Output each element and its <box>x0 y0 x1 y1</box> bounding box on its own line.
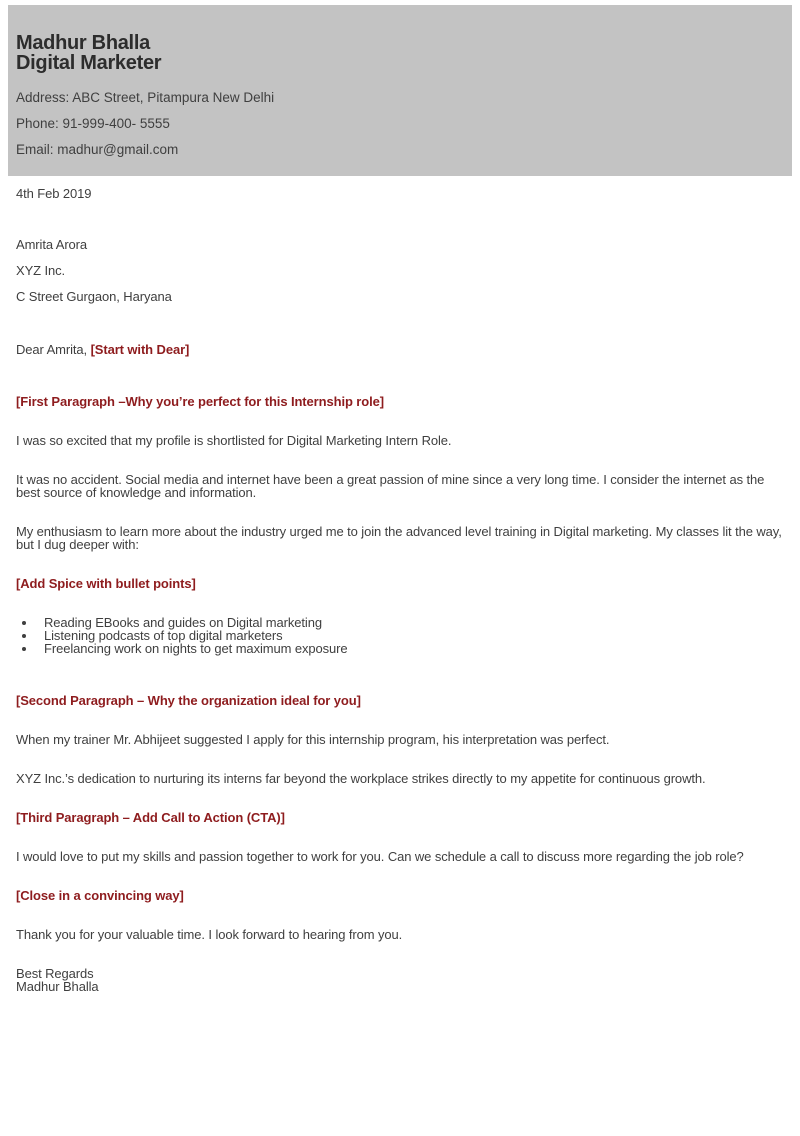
cover-letter-body <box>0 176 800 993</box>
signature-name: Madhur Bhalla <box>16 979 99 994</box>
hint-start-with-dear: [Start with Dear] <box>90 342 190 357</box>
bullet-item: • Reading EBooks and guides on Digital marketing <box>37 616 784 629</box>
paragraph-dedication: XYZ Inc.’s dedication to nurturing its interns far beyond the workplace strikes directly to my appetite for continuous growth. <box>16 771 706 786</box>
letterhead <box>8 5 792 176</box>
email-line: Email: madhur@gmail.com <box>16 142 179 157</box>
candidate-title: Digital Marketer <box>16 52 162 74</box>
paragraph-cta: I would love to put my skills and passion together to work for you. Can we schedule a call to discuss more regarding the job role? <box>16 849 744 864</box>
salutation-line <box>16 343 784 356</box>
signoff-text: Best Regards <box>16 966 94 981</box>
address-line: Address: ABC Street, Pitampura New Delhi <box>16 90 275 105</box>
candidate-heading <box>16 33 776 73</box>
paragraph-thanks: Thank you for your valuable time. I look forward to hearing from you. <box>16 927 403 942</box>
candidate-name: Madhur Bhalla <box>16 32 150 54</box>
hint-bullet-points: [Add Spice with bullet points] <box>16 576 196 591</box>
hint-second-paragraph: [Second Paragraph – Why the organization ideal for you] <box>16 693 361 708</box>
contact-block <box>16 91 776 157</box>
bullet-item: • Listening podcasts of top digital marketers <box>37 629 784 642</box>
hint-first-paragraph: [First Paragraph –Why you’re perfect for this Internship role] <box>16 394 384 409</box>
hint-third-paragraph: [Third Paragraph – Add Call to Action (CTA)] <box>16 810 285 825</box>
signature-block <box>16 967 784 993</box>
paragraph-no-accident: It was no accident. Social media and internet have been a great passion of mine since a very long time. I consider the internet as the best source of knowledge and information. <box>16 472 765 500</box>
bullet-list <box>16 616 784 655</box>
salutation-text: Dear Amrita, <box>16 342 91 357</box>
recipient-company: XYZ Inc. <box>16 263 66 278</box>
recipient-address: C Street Gurgaon, Haryana <box>16 289 172 304</box>
date-line: 4th Feb 2019 <box>16 186 92 201</box>
bullet-item: • Freelancing work on nights to get maximum exposure <box>37 642 784 655</box>
phone-line: Phone: 91-999-400- 5555 <box>16 116 170 131</box>
paragraph-enthusiasm: My enthusiasm to learn more about the industry urged me to join the advanced level training in Digital marketing. My classes lit the way, but I dug deeper with: <box>16 524 782 552</box>
hint-close: [Close in a convincing way] <box>16 888 184 903</box>
paragraph-trainer: When my trainer Mr. Abhijeet suggested I apply for this internship program, his interpretation was perfect. <box>16 732 610 747</box>
recipient-name: Amrita Arora <box>16 237 88 252</box>
paragraph-excited: I was so excited that my profile is shortlisted for Digital Marketing Intern Role. <box>16 433 452 448</box>
